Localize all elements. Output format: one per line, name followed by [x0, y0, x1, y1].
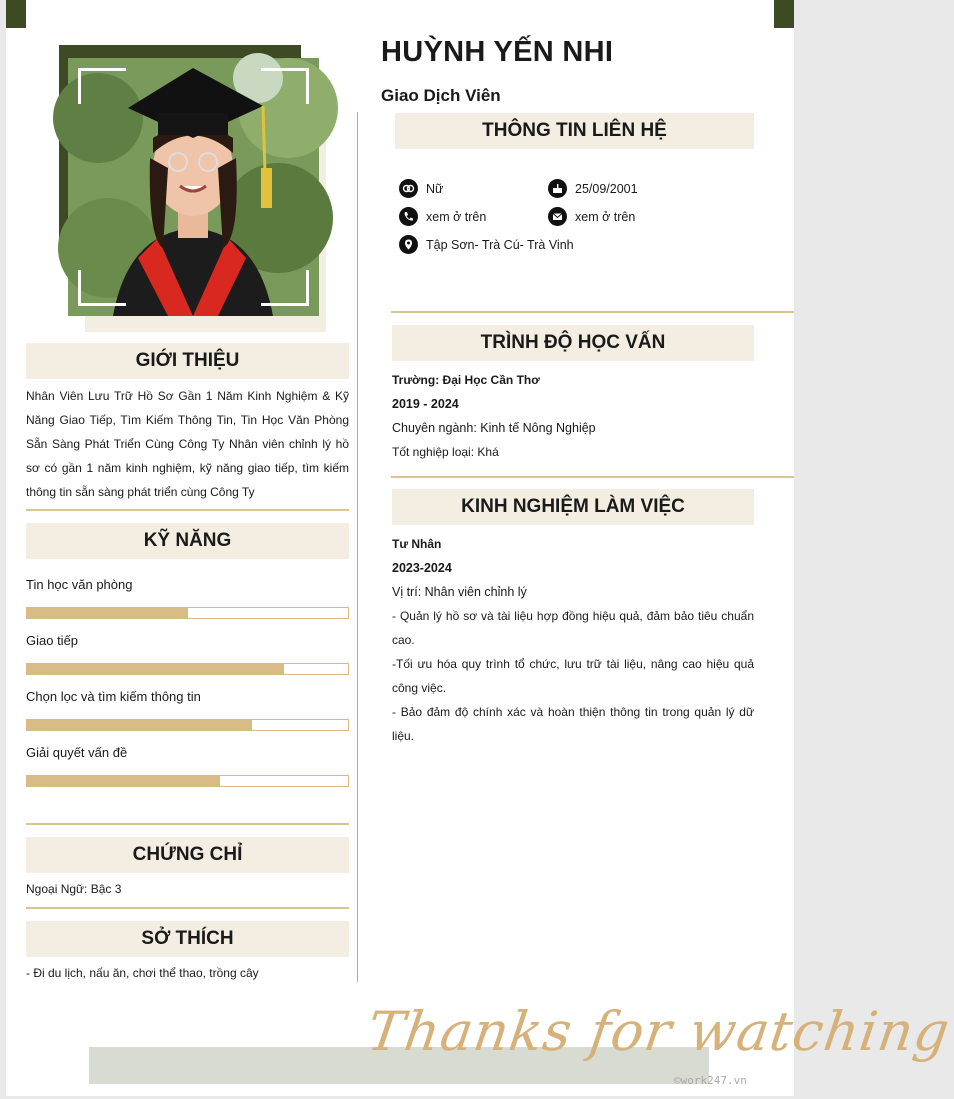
cv-page — [6, 0, 954, 1096]
skill-bar — [26, 663, 349, 675]
education-grade: Tốt nghiệp loại: Khá — [392, 445, 499, 459]
hobbies-text: - Đi du lịch, nấu ăn, chơi thể thao, trồng cây — [26, 966, 259, 980]
column-divider — [357, 112, 358, 982]
corner-decoration-right — [774, 0, 794, 28]
experience-duty: - Bảo đảm độ chính xác và hoàn thiện thông tin trong quản lý dữ liệu. — [392, 705, 754, 743]
experience-years: 2023-2024 — [392, 561, 452, 575]
education-school: Trường: Đại Học Cần Thơ — [392, 373, 540, 387]
section-divider — [391, 476, 794, 478]
contact-gender: Nữ — [399, 179, 443, 198]
education-section-title: TRÌNH ĐỘ HỌC VẤN — [392, 325, 754, 361]
skills-section-title: KỸ NĂNG — [26, 523, 349, 559]
contact-address: Tập Sơn- Trà Cú- Trà Vinh — [399, 235, 574, 254]
contact-email[interactable]: xem ở trên — [548, 207, 635, 226]
candidate-name: HUỲNH YẾN NHI — [381, 36, 614, 68]
section-divider — [26, 823, 349, 825]
birthday-cake-icon — [548, 179, 567, 198]
experience-section-title: KINH NGHIỆM LÀM VIỆC — [392, 489, 754, 525]
contact-phone[interactable]: xem ở trên — [399, 207, 486, 226]
hobbies-section-title: SỞ THÍCH — [26, 921, 349, 957]
section-divider — [26, 907, 349, 909]
education-major: Chuyên ngành: Kinh tế Nông Nghiệp — [392, 421, 596, 435]
experience-duty: - Quản lý hồ sơ và tài liệu hợp đồng hiệu quả, đảm bảo tiêu chuẩn cao. — [392, 609, 754, 647]
skill-label: Tin học văn phòng — [26, 577, 133, 592]
skill-bar — [26, 775, 349, 787]
experience-company: Tư Nhân — [392, 537, 442, 551]
location-pin-icon — [399, 235, 418, 254]
profile-photo — [68, 58, 319, 316]
skill-label: Giao tiếp — [26, 633, 79, 648]
corner-decoration-left — [6, 0, 26, 28]
certs-text: Ngoại Ngữ: Bậc 3 — [26, 882, 122, 896]
gender-icon — [399, 179, 418, 198]
experience-duty: -Tối ưu hóa quy trình tổ chức, lưu trữ tài liệu, nâng cao hiệu quả công việc. — [392, 657, 754, 695]
candidate-role: Giao Dịch Viên — [381, 86, 501, 105]
watermark: ©work247.vn — [674, 1074, 747, 1087]
section-divider — [26, 509, 349, 511]
section-divider — [391, 311, 794, 313]
skill-label: Giải quyết vấn đề — [26, 745, 128, 760]
intro-text: Nhân Viên Lưu Trữ Hồ Sơ Gần 1 Năm Kinh Nghiệm & Kỹ Năng Giao Tiếp, Tìm Kiếm Thông Tin, Tin Học Văn Phòng Sẵn Sàng Phát Triển Cùng Công Ty Nhân viên chỉnh lý hồ sơ có gần 1 năm kinh nghiệm, kỹ năng giao tiếp, tìm kiếm thông tin sẵn sàng phát triển cùng Công Ty — [26, 389, 349, 499]
certs-section-title: CHỨNG CHỈ — [26, 837, 349, 873]
skill-label: Chọn lọc và tìm kiếm thông tin — [26, 689, 201, 704]
phone-icon — [399, 207, 418, 226]
intro-section-title: GIỚI THIỆU — [26, 343, 349, 379]
contact-section-title: THÔNG TIN LIÊN HỆ — [395, 113, 754, 149]
skill-bar — [26, 607, 349, 619]
skill-bar — [26, 719, 349, 731]
thanks-signature: Thanks for watching — [363, 1000, 954, 1063]
experience-position: Vị trí: Nhân viên chỉnh lý — [392, 585, 527, 599]
email-icon — [548, 207, 567, 226]
education-years: 2019 - 2024 — [392, 397, 459, 411]
contact-birthday: 25/09/2001 — [548, 179, 638, 198]
